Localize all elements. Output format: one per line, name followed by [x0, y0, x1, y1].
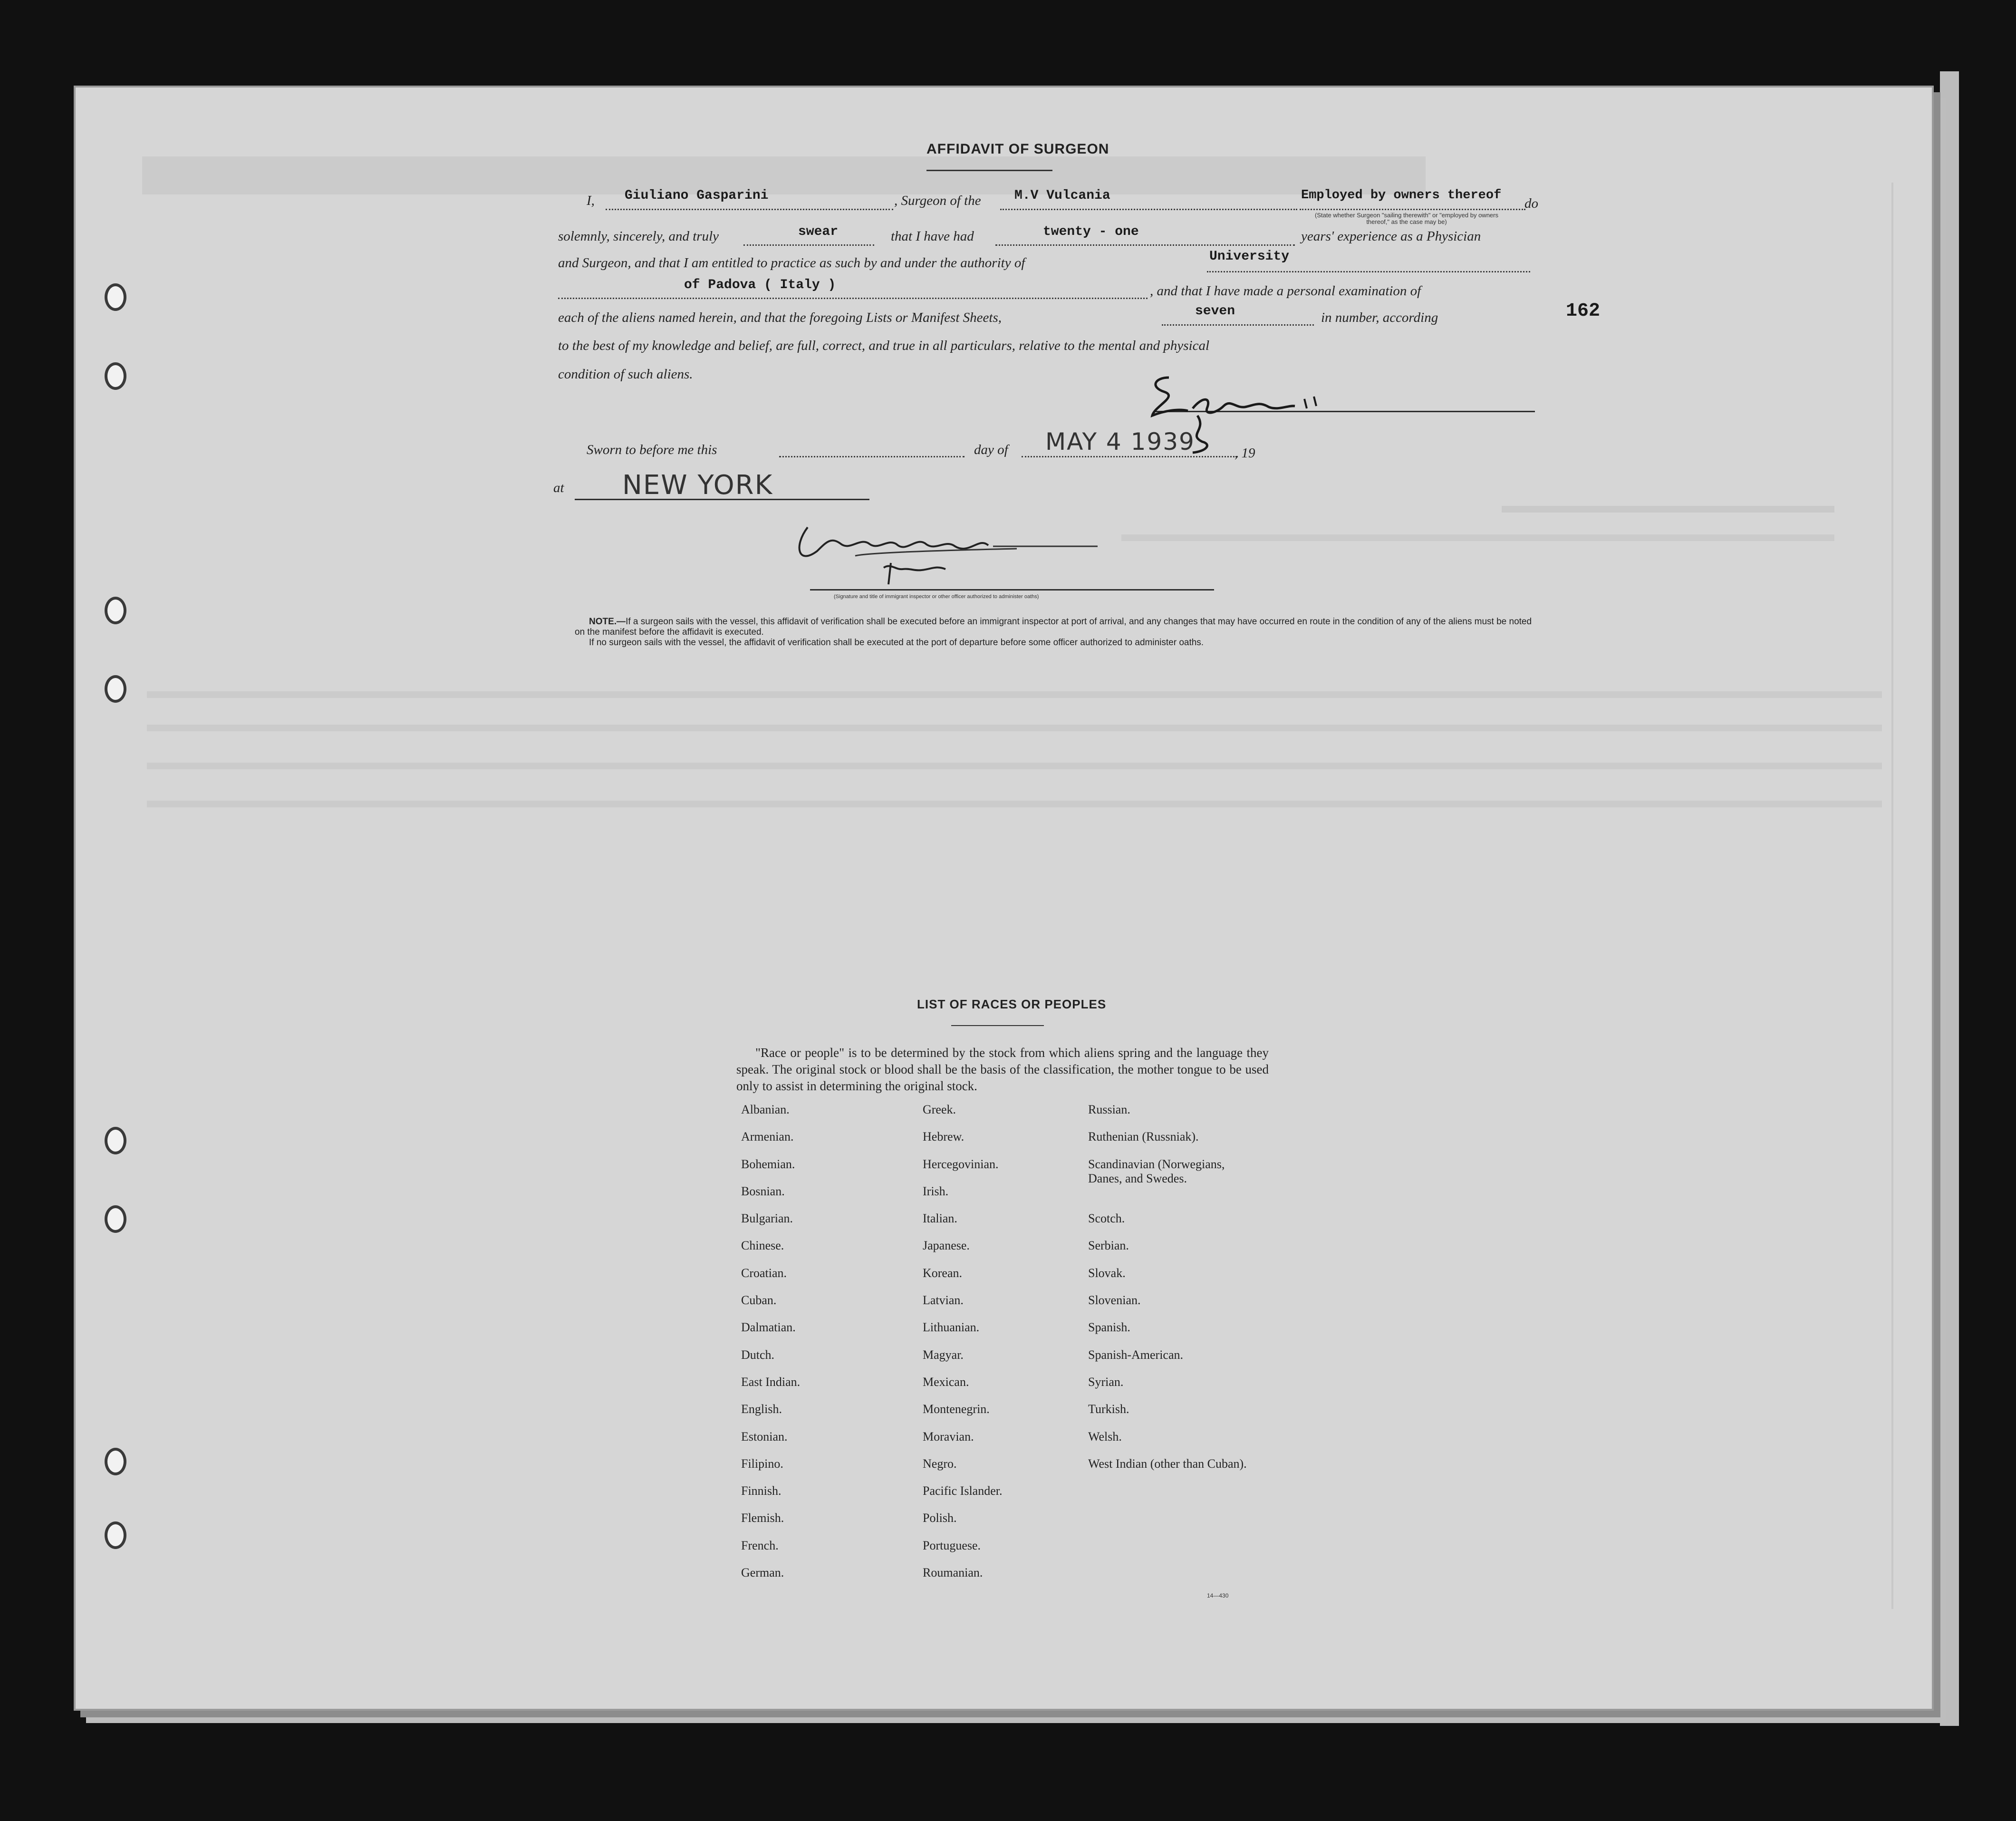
- race-entry: English.: [741, 1402, 782, 1416]
- sheets-count: seven: [1195, 304, 1235, 319]
- manifest-sheet: [74, 86, 1934, 1711]
- race-entry: Greek.: [923, 1103, 956, 1116]
- race-entry: Finnish.: [741, 1484, 781, 1498]
- race-entry: Slovak.: [1088, 1266, 1126, 1280]
- race-entry: Dalmatian.: [741, 1320, 796, 1335]
- race-entry: Bohemian.: [741, 1157, 795, 1171]
- bleed-through-row: [1502, 506, 1834, 513]
- best-knowledge-label: to the best of my knowledge and belief, are full, correct, and true in all particulars, relative to the mental and physical: [558, 338, 1210, 353]
- binder-hole: [105, 597, 126, 624]
- surgeon-name-line: [606, 209, 893, 210]
- inspector-signature-caption: (Signature and title of immigrant inspector or other officer authorized to administer oaths): [834, 594, 1039, 600]
- race-entry: [1088, 1184, 1250, 1211]
- race-entry: Armenian.: [741, 1130, 794, 1144]
- race-entry: Portuguese.: [923, 1538, 981, 1552]
- year-suffix-label: , 19: [1235, 446, 1255, 461]
- binder-hole: [105, 1521, 126, 1549]
- note-paragraph-2: If no surgeon sails with the vessel, the affidavit of verification shall be executed at the port of departure before some officer authorized to administer oaths.: [589, 638, 1204, 648]
- race-entry: West Indian (other than Cuban).: [1088, 1456, 1247, 1471]
- sworn-date-line: [1022, 456, 1238, 457]
- manifest-sheets-label: each of the aliens named herein, and that the foregoing Lists or Manifest Sheets,: [558, 310, 1002, 325]
- race-entry: Latvian.: [923, 1293, 964, 1308]
- page-number: 162: [1566, 300, 1601, 322]
- inspector-signature-line: [810, 589, 1214, 591]
- experience-label: years' experience as a Physician: [1301, 229, 1481, 244]
- bleed-through-row: [147, 763, 1882, 769]
- race-entry: Cuban.: [741, 1293, 777, 1308]
- bleed-through-row: [147, 801, 1882, 807]
- oath-word: swear: [798, 224, 839, 239]
- sheets-count-line: [1162, 324, 1314, 326]
- vessel-name: M.V Vulcania: [1014, 188, 1110, 203]
- races-column-3: [1088, 1103, 1250, 1484]
- race-entry: Estonian.: [741, 1429, 788, 1443]
- race-entry: Scandinavian (Norwegians, Danes, and Swedes.: [1088, 1157, 1225, 1185]
- binder-hole: [105, 1205, 126, 1233]
- bleed-through-column-rule: [1891, 183, 1893, 1609]
- race-entry: Slovenian.: [1088, 1293, 1141, 1308]
- races-column-2: [923, 1103, 1003, 1593]
- authority-label: and Surgeon, and that I am entitled to practice as such by and under the authority of: [558, 255, 1025, 271]
- affidavit-title: AFFIDAVIT OF SURGEON: [926, 141, 1109, 157]
- race-entry: Hebrew.: [923, 1130, 965, 1144]
- race-entry: Korean.: [923, 1266, 963, 1280]
- authority-continued-line: [558, 298, 1148, 299]
- binder-hole: [105, 1127, 126, 1154]
- race-entry: Welsh.: [1088, 1429, 1122, 1443]
- binder-hole: [105, 675, 126, 703]
- authority-name: University: [1209, 249, 1290, 264]
- oath-line: [743, 244, 874, 246]
- race-entry: Turkish.: [1088, 1402, 1129, 1416]
- affidavit-note: [575, 617, 1540, 648]
- race-entry: Filipino.: [741, 1456, 783, 1471]
- employment-line: [1300, 209, 1525, 210]
- race-entry: Magyar.: [923, 1347, 964, 1362]
- affidavit-title-rule: [926, 170, 1052, 171]
- vessel-line: [1000, 209, 1297, 210]
- sworn-date-stamp: MAY 4 1939: [1045, 428, 1195, 455]
- examination-label: , and that I have made a personal examination of: [1150, 283, 1421, 299]
- race-entry: Spanish.: [1088, 1320, 1130, 1335]
- surgeon-name: Giuliano Gasparini: [625, 188, 769, 203]
- race-entry: Syrian.: [1088, 1375, 1124, 1389]
- race-entry: Mexican.: [923, 1375, 969, 1389]
- stacked-page-edges: [1940, 71, 1959, 1726]
- race-entry: Roumanian.: [923, 1566, 983, 1580]
- race-entry: Hercegovinian.: [923, 1157, 999, 1171]
- authority-location: of Padova ( Italy ): [684, 278, 836, 292]
- years-line: [995, 244, 1295, 246]
- races-title: LIST OF RACES OR PEOPLES: [917, 997, 1107, 1011]
- note-paragraph-1: If a surgeon sails with the vessel, this affidavit of verification shall be executed before an immigrant inspector at port of arrival, and any changes that may have occurred en route in the condition of any of the aliens must be noted on the manifest before the affidavit is executed.: [575, 617, 1532, 637]
- race-entry: Japanese.: [923, 1239, 970, 1253]
- solemnly-label: solemnly, sincerely, and truly: [558, 229, 719, 244]
- that-i-have-had-label: that I have had: [891, 229, 974, 244]
- surgeon-of-the-label: , Surgeon of the: [894, 193, 981, 208]
- at-label: at: [553, 480, 564, 495]
- bleed-through-row: [147, 691, 1882, 698]
- race-entry: Serbian.: [1088, 1239, 1129, 1253]
- race-entry: French.: [741, 1538, 779, 1552]
- authority-line: [1207, 271, 1530, 272]
- employment-instruction: (State whether Surgeon "sailing therewith" or "employed by owners thereof," as the case may be): [1315, 212, 1498, 225]
- form-number: 14—430: [1207, 1592, 1229, 1599]
- race-entry: Moravian.: [923, 1429, 974, 1443]
- years-experience: twenty - one: [1043, 224, 1139, 239]
- sworn-label: Sworn to before me this: [587, 442, 717, 457]
- bleed-through-row: [147, 725, 1882, 731]
- race-entry: Scotch.: [1088, 1211, 1125, 1226]
- races-title-rule: [951, 1025, 1044, 1026]
- do-label: do: [1524, 196, 1538, 211]
- race-entry: Spanish-American.: [1088, 1347, 1184, 1362]
- race-entry: Chinese.: [741, 1239, 784, 1253]
- race-entry: Bosnian.: [741, 1184, 785, 1198]
- race-entry: Italian.: [923, 1211, 957, 1226]
- binder-hole: [105, 362, 126, 390]
- race-entry: Dutch.: [741, 1347, 775, 1362]
- bleed-through-heading: [142, 156, 1426, 194]
- race-entry: Ruthenian (Russniak).: [1088, 1130, 1199, 1144]
- race-entry: Albanian.: [741, 1103, 790, 1116]
- condition-label: condition of such aliens.: [558, 367, 693, 382]
- race-entry: Flemish.: [741, 1511, 784, 1525]
- race-entry: East Indian.: [741, 1375, 801, 1389]
- note-lead: NOTE.—: [589, 617, 626, 627]
- races-intro: "Race or people" is to be determined by the stock from which aliens spring and the language they speak. The original stock or blood shall be the basis of the classification, the mother tongue to be used only to assist in determining the original stock.: [736, 1046, 1269, 1093]
- race-entry: Negro.: [923, 1456, 957, 1471]
- race-entry: Lithuanian.: [923, 1320, 980, 1335]
- race-entry: Montenegrin.: [923, 1402, 990, 1416]
- races-column-1: [741, 1103, 800, 1593]
- day-of-label: day of: [974, 442, 1008, 457]
- race-entry: Irish.: [923, 1184, 949, 1198]
- binder-hole: [105, 283, 126, 311]
- race-entry: German.: [741, 1566, 784, 1580]
- bleed-through-row: [1121, 534, 1834, 541]
- employment-status: Employed by owners thereof: [1301, 188, 1502, 203]
- in-number-label: in number, according: [1321, 310, 1438, 325]
- affidavit-i: I,: [587, 193, 595, 208]
- race-entry: Croatian.: [741, 1266, 787, 1280]
- place-stamp: NEW YORK: [622, 470, 773, 501]
- inspector-signature: [789, 518, 1121, 596]
- race-entry: Pacific Islander.: [923, 1484, 1003, 1498]
- race-entry: Bulgarian.: [741, 1211, 793, 1226]
- binder-hole: [105, 1448, 126, 1475]
- sworn-day-line: [779, 456, 965, 457]
- race-entry: Polish.: [923, 1511, 957, 1525]
- race-entry: Russian.: [1088, 1103, 1130, 1116]
